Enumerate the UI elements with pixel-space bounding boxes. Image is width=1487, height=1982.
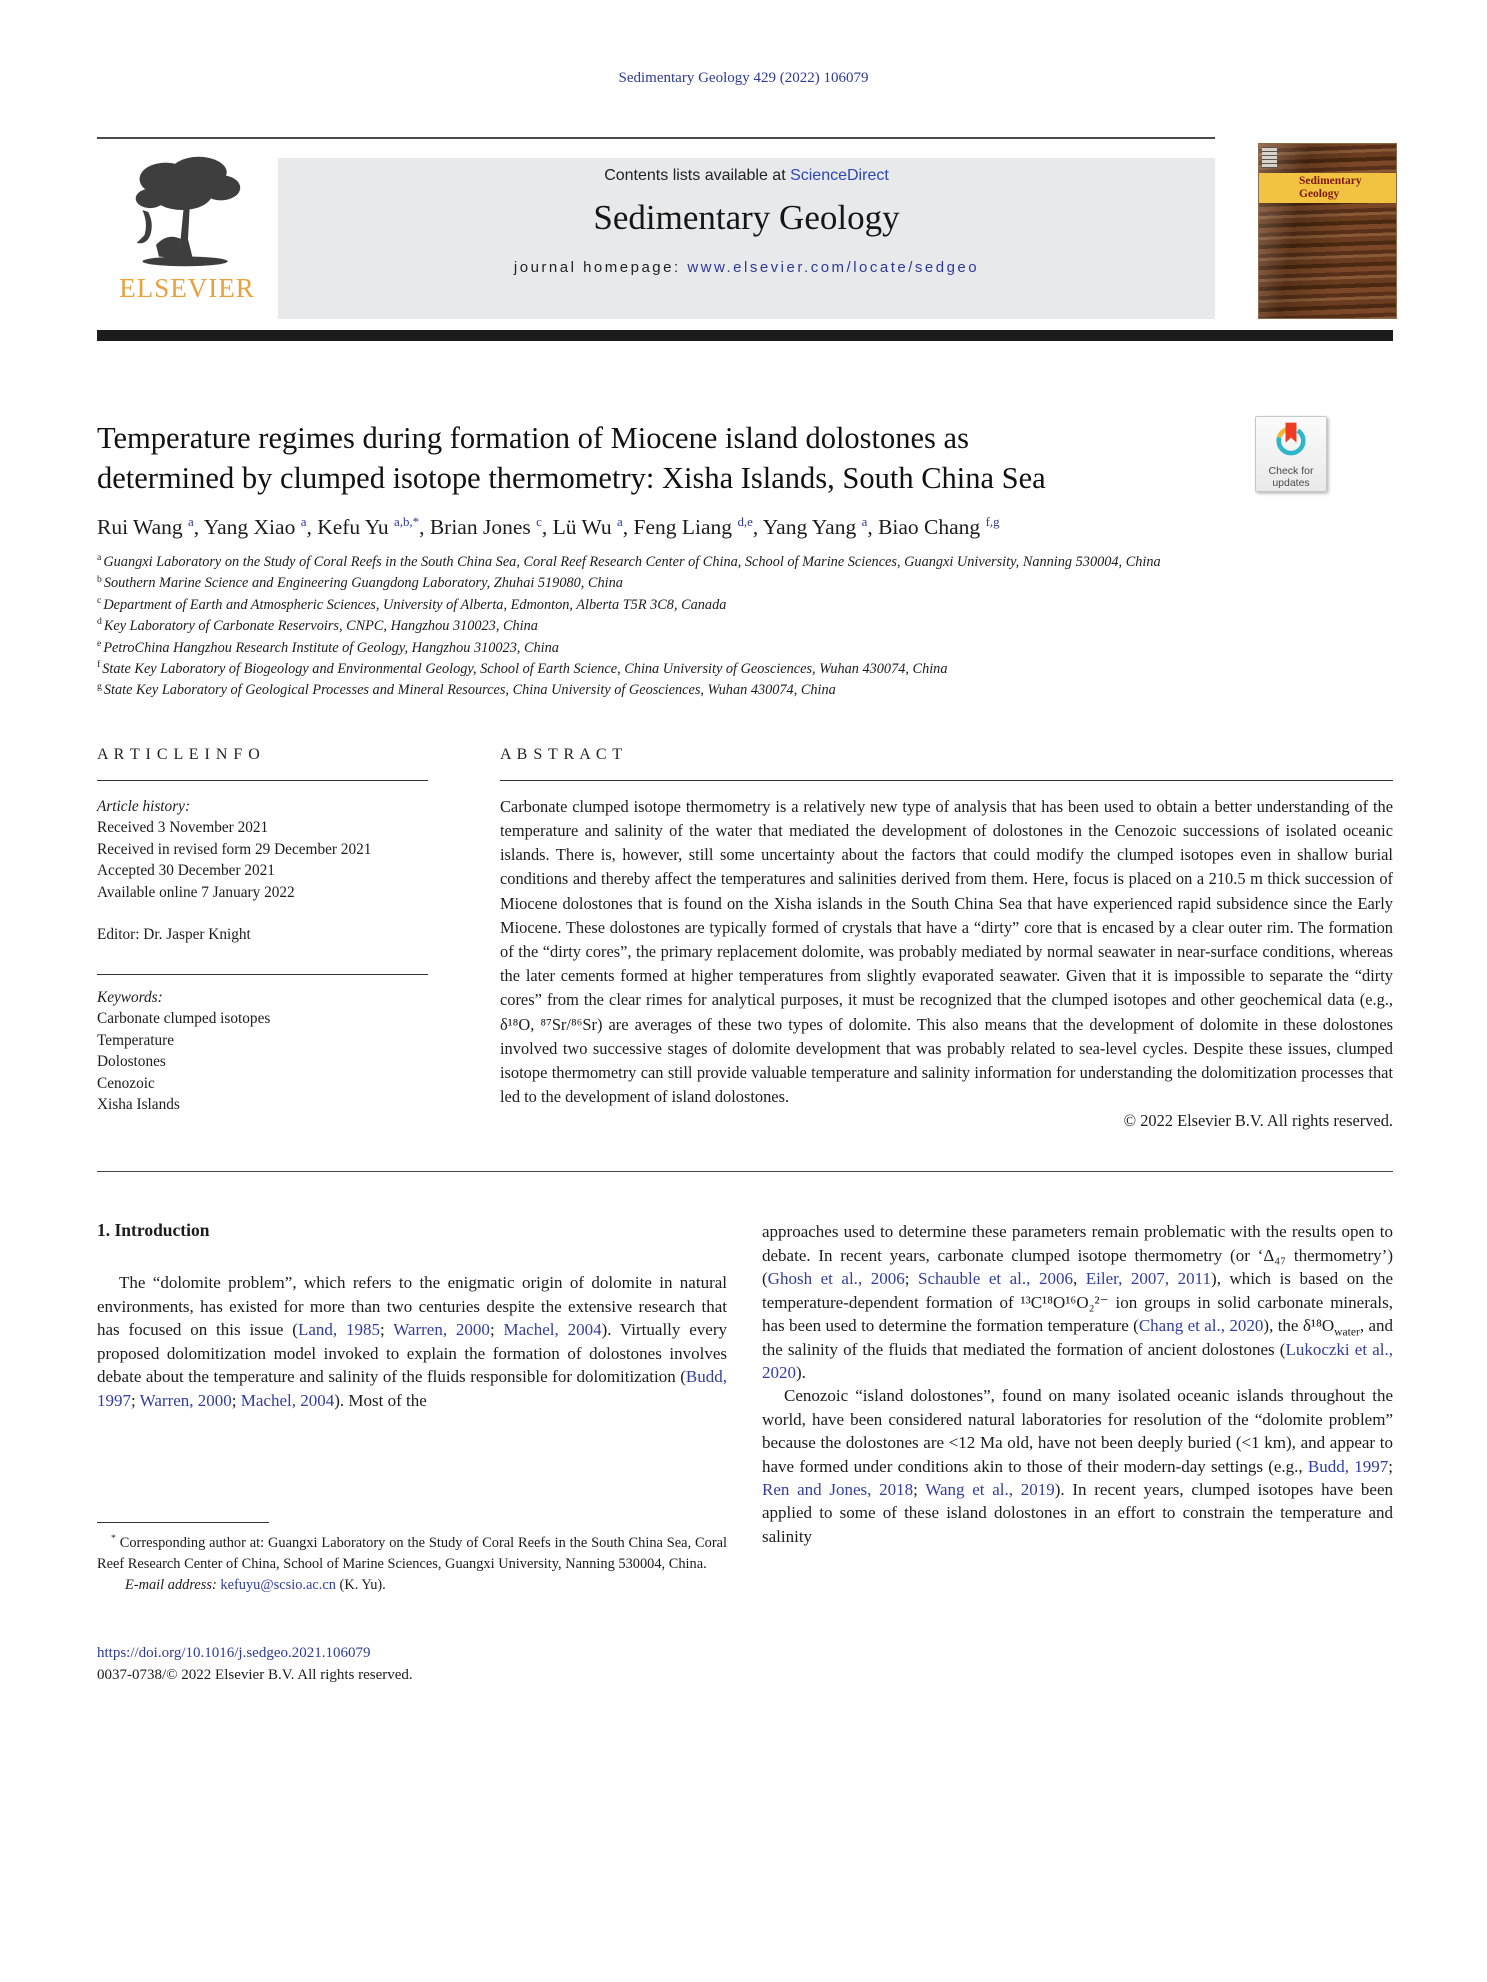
affiliation-label: a [97, 552, 102, 564]
affiliation-label: g [97, 680, 102, 692]
text-segment: ; [1388, 1456, 1393, 1476]
text-segment: ), the δ¹⁸O [1263, 1316, 1335, 1336]
text-segment: , and the salinity of the fluids that mediated the formation of ancient dolostones ( [762, 1316, 1394, 1359]
text-segment: Cenozoic “island dolostones”, found on many isolated oceanic islands throughout the world, have been considered natural laboratories for resolution of the “dolomite problem” because the dolostones are <12 Ma old, have not been deeply buried (<1 km), and appear to have formed under conditions akin to those of their modern-day settings (e.g., [762, 1386, 1393, 1476]
affiliation-label: d [97, 616, 102, 628]
cover-elsevier-mark-icon [1262, 147, 1277, 168]
text-segment: ; [379, 1320, 394, 1340]
history-label: Article history: [97, 797, 191, 815]
text-segment: , Kefu Yu [306, 515, 395, 539]
citation-link[interactable]: d,e [737, 514, 753, 529]
affiliation-label: c [97, 595, 102, 607]
text-segment: , Yang Xiao [193, 515, 301, 539]
citation-link[interactable]: a [617, 514, 623, 529]
affiliation-item [97, 573, 1393, 594]
text-segment: ; [913, 1479, 926, 1499]
affiliation-text: Key Laboratory of Carbonate Reservoirs, CNPC, Hangzhou 310023, China [103, 618, 538, 635]
article-info-column [97, 746, 428, 1132]
affiliation-text: State Key Laboratory of Biogeology and Environmental Geology, School of Earth Science, China University of Geosciences, Wuhan 430074, China [102, 661, 948, 678]
introduction-section [97, 1220, 1393, 1686]
masthead-black-bar [97, 330, 1393, 341]
citation-link[interactable]: Eiler, 2007, 2011 [1085, 1269, 1212, 1289]
affiliation-item [97, 595, 1393, 616]
cover-title-band [1259, 173, 1396, 203]
affiliation-text: Department of Earth and Atmospheric Sciences, University of Alberta, Edmonton, Alberta T5R 3C8, Canada [103, 596, 727, 613]
affiliation-item [97, 638, 1393, 659]
text-segment: , Lü Wu [541, 515, 618, 539]
affiliation-label: b [97, 573, 102, 585]
citation-link[interactable]: Land, 1985 [297, 1320, 380, 1340]
issn-copyright-line: 0037-0738/© 2022 Elsevier B.V. All rights reserved. [97, 1667, 413, 1684]
journal-title: Sedimentary Geology [593, 198, 900, 237]
footnote-block [97, 1522, 727, 1596]
text-segment: , Yang Yang [752, 515, 862, 539]
top-divider [97, 137, 1215, 139]
text-segment: approaches used to determine these parameters remain problematic with the results open to debate. In recent years, carbonate clumped isotope thermometry (or ‘Δ₄₇ thermometry’) ( [762, 1222, 1393, 1289]
elsevier-logo[interactable] [97, 150, 277, 322]
text-segment: ; [231, 1390, 241, 1410]
citation-link[interactable]: Machel, 2004 [503, 1320, 602, 1340]
intro-paragraph [762, 1384, 1393, 1548]
corresponding-author-note [97, 1533, 727, 1575]
citation-link[interactable]: Chang et al., 2020 [1138, 1316, 1264, 1336]
citation-link[interactable]: Budd, 1997 [1307, 1456, 1389, 1476]
text-segment: ). [796, 1362, 806, 1382]
homepage-url-link[interactable]: www.elsevier.com/locate/sedgeo [687, 259, 980, 276]
badge-line1: Check for [1268, 465, 1314, 477]
citation-link[interactable]: f,g [985, 514, 1000, 529]
info-abstract-section [97, 746, 1393, 1132]
homepage-line [278, 259, 1215, 276]
right-column [762, 1220, 1393, 1686]
text-segment: Rui Wang [97, 515, 189, 539]
footnote-rule [97, 1522, 269, 1523]
abstract-heading: A B S T R A C T [500, 745, 624, 763]
keywords-label: Keywords: [97, 988, 163, 1006]
text-segment: ; [131, 1390, 140, 1410]
citation-link[interactable]: a,b,* [394, 514, 420, 529]
text-segment: ). Most of the [334, 1390, 427, 1410]
citation-link[interactable]: a [300, 514, 307, 529]
text-segment: , Brian Jones [419, 515, 537, 539]
affiliation-item [97, 680, 1393, 701]
text-segment: , Biao Chang [867, 515, 986, 539]
text-segment: The “dolomite problem”, which refers to the enigmatic origin of dolomite in natural environments, has existed for more than two centuries despite the extensive research that has focused on this issue ( [97, 1273, 727, 1340]
text-segment: * [111, 1533, 116, 1545]
text-segment: , Feng Liang [622, 515, 738, 539]
introduction-heading: 1. Introduction [97, 1220, 210, 1241]
history-item: Received 3 November 2021 [97, 819, 269, 837]
homepage-prefix: journal homepage: [513, 259, 688, 276]
text-segment: ; [489, 1320, 504, 1340]
affiliation-list [97, 552, 1393, 702]
citation-link[interactable]: Lukoczki et al., 2020 [762, 1339, 1393, 1382]
check-for-updates-badge[interactable] [1255, 416, 1327, 492]
left-column [97, 1220, 727, 1686]
contents-line [278, 167, 1215, 185]
badge-text [1256, 465, 1326, 489]
text-segment: water [1334, 1325, 1360, 1339]
cover-title-line1: Sedimentary [1299, 175, 1362, 187]
affiliation-item [97, 659, 1393, 680]
text-segment: ). Virtually every proposed dolomitization model invoked to explain the formation of dolostones involves debate about the temperature and salinity of the fluids responsible for dolomitization ( [97, 1320, 727, 1387]
sciencedirect-link[interactable]: ScienceDirect [790, 167, 889, 184]
email-line [97, 1575, 727, 1596]
affiliation-item [97, 552, 1393, 573]
history-item: Available online 7 January 2022 [97, 883, 295, 901]
affiliation-text: Guangxi Laboratory on the Study of Coral Reefs in the South China Sea, Coral Reef Research Center of China, School of Marine Sciences, Guangxi University, Nanning 530004, China [103, 554, 1161, 570]
affiliation-text: State Key Laboratory of Geological Processes and Mineral Resources, China University of Geosciences, Wuhan 430074, China [103, 682, 836, 699]
citation-link[interactable]: Ren and Jones, 2018 [762, 1479, 914, 1499]
citation-link[interactable]: Wang et al., 2019 [925, 1479, 1055, 1499]
affiliation-item [97, 616, 1393, 637]
citation-link[interactable]: Budd, 1997 [97, 1367, 727, 1410]
citation-link[interactable]: Warren, 2000 [393, 1320, 490, 1340]
journal-cover-thumbnail[interactable] [1258, 143, 1397, 319]
text-segment: , [1072, 1269, 1086, 1289]
elsevier-wordmark: ELSEVIER [119, 273, 255, 303]
affiliation-label: f [97, 659, 101, 671]
badge-line2: updates [1272, 477, 1310, 489]
keyword-item: Dolostones [97, 1053, 166, 1071]
keyword-item: Temperature [97, 1031, 175, 1049]
abstract-copyright: © 2022 Elsevier B.V. All rights reserved. [1123, 1111, 1393, 1131]
paper-title: Temperature regimes during formation of Miocene island dolostones as determined by clumped isotope thermometry: Xisha Islands, South China Sea [97, 421, 1046, 495]
citation-link[interactable]: Schauble et al., 2006 [917, 1269, 1073, 1289]
citation-link[interactable]: Ghosh et al., 2006 [767, 1269, 905, 1289]
intro-paragraph [762, 1220, 1393, 1384]
citation-link[interactable]: a [861, 514, 868, 529]
affiliation-text: Southern Marine Science and Engineering Guangdong Laboratory, Zhuhai 519080, China [103, 575, 623, 592]
text-segment: ; [904, 1269, 918, 1289]
contents-prefix: Contents lists available at [604, 167, 791, 184]
abstract-text: Carbonate clumped isotope thermometry is a relatively new type of analysis that has been used to obtain a better understanding of the temperature and salinity of the water that mediated the development of dolostones in the Cenozoic successions of isolated oceanic islands. There is, however, still some uncertainty about the factors that could modify the clumped isotopes even in shallow burial conditions and thereby affect the temperatures and salinities derived from them. Here, focus is placed on a 210.5 m thick succession of Miocene dolostones that is found on the Xisha islands in the South China Sea that have experienced rapid subsidence since the Early Miocene. These dolostones are typically formed of crystals that have a “dirty” core that is encased by a clear outer rim. The formation of the “dirty cores”, the primary replacement dolomite, was probably mediated by normal seawater in near-surface conditions, whereas the later cements formed at higher temperatures from slightly evaporated seawater. Given that it is impossible to separate the “dirty cores” from the clear rimes for analytical purposes, it must be recognized that the clumped isotopes and other geochemical data (e.g., δ¹⁸O, ⁸⁷Sr/⁸⁶Sr) are averages of these two types of dolomite. This also means that the development of dolomite in these dolostones involved two successive stages of dolomite development that was probably related to sea-level cycles. Despite these issues, clumped isotope thermometry can still provide valuable temperature and salinity information for understanding the dolomitization processes that led to the development of island dolostones. [500, 796, 1393, 1107]
affiliation-label: e [97, 637, 102, 649]
title-row [97, 418, 1393, 498]
doi-block [97, 1642, 727, 1687]
citation-link[interactable]: kefuyu@scsio.ac.cn [220, 1576, 336, 1593]
keyword-item: Carbonate clumped isotopes [97, 1010, 271, 1028]
text-segment: E-mail address: [125, 1576, 221, 1593]
doi-link[interactable]: https://doi.org/10.1016/j.sedgeo.2021.106079 [97, 1644, 371, 1661]
citation-link[interactable]: Warren, 2000 [139, 1390, 232, 1410]
editor-line: Editor: Dr. Jasper Knight [97, 926, 251, 944]
keyword-item: Cenozoic [97, 1074, 155, 1092]
text-segment: (K. Yu). [335, 1576, 386, 1593]
article-history [97, 781, 428, 946]
author-list [97, 515, 1393, 540]
text-segment: Corresponding author at: Guangxi Laboratory on the Study of Coral Reefs in the South China Sea, Coral Reef Research Center of China, School of Marine Sciences, Guangxi University, Nanning 530004, China. [97, 1534, 727, 1572]
journal-citation: Sedimentary Geology 429 (2022) 106079 [618, 70, 869, 86]
cover-title-line2: Geology [1299, 188, 1340, 200]
history-item: Received in revised form 29 December 2021 [97, 840, 372, 858]
keywords-block [97, 975, 428, 1116]
text-segment: ). In recent years, clumped isotopes have been applied to some of these island dolostones in an effort to constrain the temperature and salinity [762, 1479, 1393, 1546]
journal-banner [278, 158, 1215, 319]
section-divider [97, 1171, 1393, 1172]
crossmark-icon [1271, 446, 1311, 463]
article-info-heading: A R T I C L E I N F O [97, 745, 261, 763]
history-item: Accepted 30 December 2021 [97, 862, 275, 880]
citation-link[interactable]: Machel, 2004 [240, 1390, 335, 1410]
text-segment: ), which is based on the temperature-dependent formation of ¹³C¹⁸O¹⁶O₂²⁻ ion groups in solid carbonate minerals, has been used to determine the formation temperature ( [762, 1269, 1393, 1336]
abstract-column [500, 746, 1393, 1132]
keyword-item: Xisha Islands [97, 1096, 180, 1114]
intro-paragraph [97, 1271, 727, 1411]
affiliation-text: PetroChina Hangzhou Research Institute of Geology, Hangzhou 310023, China [103, 639, 559, 656]
citation-link[interactable]: a [188, 514, 194, 529]
citation-link[interactable]: c [536, 514, 542, 529]
article-main [97, 418, 1393, 1687]
